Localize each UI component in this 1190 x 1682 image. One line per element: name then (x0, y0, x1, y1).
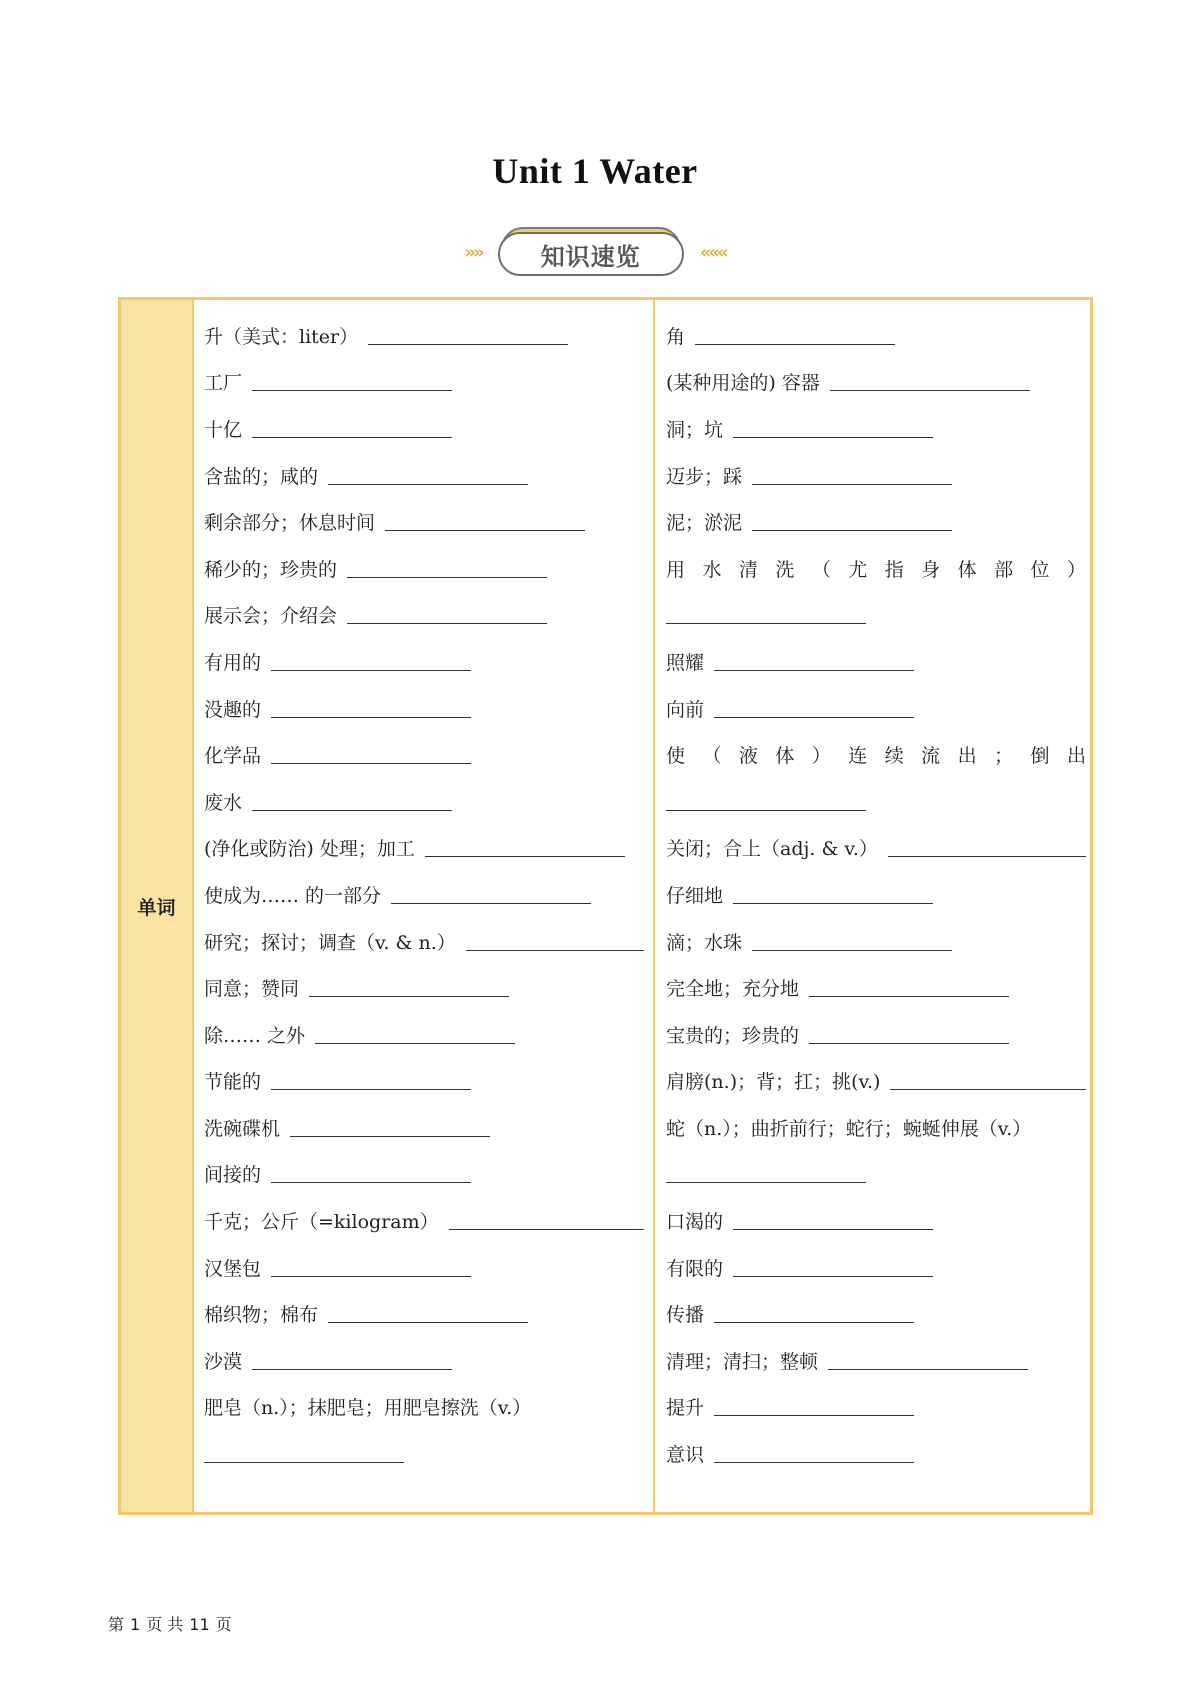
answer-blank[interactable] (271, 699, 471, 718)
section-banner (0, 224, 1190, 280)
vocab-item (666, 1384, 1086, 1431)
vocab-prompt: 工厂 (204, 372, 243, 395)
vocab-item (204, 312, 644, 359)
vocab-prompt-char: 续 (884, 745, 904, 768)
vocab-prompt: 展示会；介绍会 (204, 605, 338, 628)
vocab-item (204, 498, 644, 545)
vocab-item (204, 1290, 644, 1337)
answer-blank[interactable] (752, 466, 952, 485)
vocab-item (204, 592, 644, 639)
vocab-item (204, 1197, 644, 1244)
vocab-item-continuation (204, 1430, 644, 1477)
answer-blank[interactable] (271, 1164, 471, 1183)
answer-blank[interactable] (328, 1304, 528, 1323)
vocab-prompt: (某种用途的) 容器 (666, 372, 820, 395)
answer-blank[interactable] (733, 885, 933, 904)
vocab-item (204, 1244, 644, 1291)
vocab-prompt-char: 位 (1030, 558, 1050, 581)
vocab-prompt: 清理；清扫；整顿 (666, 1350, 819, 1373)
answer-blank[interactable] (714, 652, 914, 671)
page-number: 1 (130, 1615, 141, 1634)
vocab-prompt: 没趣的 (204, 698, 262, 721)
vocab-prompt: 化学品 (204, 745, 262, 768)
total-pages: 11 (189, 1615, 210, 1634)
vocab-prompt: 肥皂（n.）；抹肥皂；用肥皂擦洗（v.） (204, 1397, 532, 1420)
vocab-prompt: 沙漠 (204, 1350, 243, 1373)
answer-blank[interactable] (809, 978, 1009, 997)
vocab-prompt: 节能的 (204, 1071, 262, 1094)
vocab-item (666, 1244, 1086, 1291)
vocab-prompt: 棉织物；棉布 (204, 1304, 319, 1327)
vocab-item (666, 825, 1086, 872)
vocab-item (204, 545, 644, 592)
banner-pill (498, 227, 684, 277)
vocab-item (666, 1290, 1086, 1337)
answer-blank[interactable] (752, 512, 952, 531)
vocab-item (204, 685, 644, 732)
vocab-prompt-char: 出 (1066, 745, 1086, 768)
vocab-prompt-char: 液 (738, 745, 758, 768)
footer-text: 第 (108, 1615, 125, 1634)
answer-blank[interactable] (733, 419, 933, 438)
answer-blank[interactable] (714, 1444, 914, 1463)
vocab-prompt-char: （ (811, 558, 831, 581)
answer-blank[interactable] (252, 419, 452, 438)
footer-text: 页 共 (146, 1615, 184, 1634)
banner-text: 知识速览 (498, 232, 684, 276)
vocab-item (204, 918, 644, 965)
vocab-item (666, 1104, 1086, 1151)
section-label: 单词 (137, 896, 176, 919)
vocab-item (666, 359, 1086, 406)
answer-blank[interactable] (666, 1164, 866, 1183)
vocab-prompt-char: 连 (848, 745, 868, 768)
answer-blank[interactable] (695, 326, 895, 345)
footer-text: 页 (215, 1615, 232, 1634)
answer-blank[interactable] (890, 1071, 1086, 1090)
vocab-prompt: 关闭；合上（adj. & v.） (666, 838, 878, 861)
vocab-item (204, 1384, 644, 1431)
chevron-left-decoration-icon: ««« (699, 241, 726, 263)
answer-blank[interactable] (888, 838, 1086, 857)
vocab-item (204, 825, 644, 872)
section-label-cell (121, 300, 194, 1512)
vocab-prompt-char: ； (994, 745, 1014, 768)
answer-blank[interactable] (449, 1211, 644, 1230)
vocab-item (204, 778, 644, 825)
vocab-prompt: 除…… 之外 (204, 1024, 306, 1047)
answer-blank[interactable] (271, 1071, 471, 1090)
vocab-prompt: 完全地；充分地 (666, 978, 800, 1001)
vocab-prompt: 迈步；踩 (666, 465, 743, 488)
vocab-item-spread (666, 731, 1086, 778)
vocab-prompt-char: ） (811, 745, 831, 768)
vocab-prompt: 意识 (666, 1444, 705, 1467)
vocab-prompt: 有用的 (204, 651, 262, 674)
answer-blank[interactable] (347, 605, 547, 624)
vocab-prompt-char: 清 (738, 558, 758, 581)
vocab-prompt-char: 流 (921, 745, 941, 768)
answer-blank[interactable] (809, 1025, 1009, 1044)
vocab-prompt: 千克；公斤（=kilogram） (204, 1211, 439, 1234)
vocab-prompt: 剩余部分；休息时间 (204, 512, 376, 535)
answer-blank[interactable] (204, 1444, 404, 1463)
answer-blank[interactable] (328, 466, 528, 485)
vocab-prompt-char: 用 (666, 558, 686, 581)
vocab-prompt: 同意；赞同 (204, 978, 300, 1001)
vocab-item (666, 638, 1086, 685)
vocab-item (204, 964, 644, 1011)
vocab-item (204, 1011, 644, 1058)
vocab-prompt: 汉堡包 (204, 1257, 262, 1280)
answer-blank[interactable] (391, 885, 591, 904)
answer-blank[interactable] (830, 372, 1030, 391)
vocab-prompt: 提升 (666, 1397, 705, 1420)
answer-blank[interactable] (733, 1211, 933, 1230)
vocab-prompt: 有限的 (666, 1257, 724, 1280)
vocab-prompt: 废水 (204, 791, 243, 814)
vocab-item (666, 1430, 1086, 1477)
answer-blank[interactable] (368, 326, 568, 345)
vocab-prompt: 滴；水珠 (666, 931, 743, 954)
vocab-prompt: 泥；淤泥 (666, 512, 743, 535)
vocab-prompt: 使成为…… 的一部分 (204, 884, 382, 907)
vocab-item (204, 1337, 644, 1384)
vocab-prompt-char: 尤 (848, 558, 868, 581)
vocab-prompt: 十亿 (204, 418, 243, 441)
vocab-item (666, 918, 1086, 965)
vocab-item (204, 871, 644, 918)
vocab-prompt: 肩膀(n.)；背；扛；挑(v.) (666, 1071, 881, 1094)
vocab-prompt: 稀少的；珍贵的 (204, 558, 338, 581)
vocab-prompt-char: 体 (957, 558, 977, 581)
vocab-prompt-char: 部 (994, 558, 1014, 581)
vocab-item (666, 452, 1086, 499)
vocab-prompt: 角 (666, 325, 686, 348)
answer-blank[interactable] (466, 932, 644, 951)
answer-blank[interactable] (714, 1304, 914, 1323)
vocab-prompt-char: 体 (775, 745, 795, 768)
answer-blank[interactable] (666, 792, 866, 811)
answer-blank[interactable] (425, 838, 625, 857)
vocab-item (204, 452, 644, 499)
vocab-item (666, 871, 1086, 918)
vocab-item-continuation (666, 592, 1086, 639)
answer-blank[interactable] (271, 652, 471, 671)
answer-blank[interactable] (252, 792, 452, 811)
vocab-prompt-char: 洗 (775, 558, 795, 581)
answer-blank[interactable] (309, 978, 509, 997)
vocab-prompt: 升（美式：liter） (204, 325, 359, 348)
answer-blank[interactable] (252, 372, 452, 391)
column-divider (653, 300, 655, 1512)
page-footer (108, 1612, 232, 1635)
vocab-item (204, 1058, 644, 1105)
vocab-prompt-char: 出 (957, 745, 977, 768)
answer-blank[interactable] (752, 932, 952, 951)
chevron-right-decoration-icon: »» (464, 241, 482, 263)
vocab-item (666, 685, 1086, 732)
vocab-item (666, 312, 1086, 359)
vocab-item (204, 1151, 644, 1198)
answer-blank[interactable] (385, 512, 585, 531)
vocab-item-spread (666, 545, 1086, 592)
vocab-prompt-char: 水 (702, 558, 722, 581)
vocab-prompt: 照耀 (666, 651, 705, 674)
vocab-prompt: 仔细地 (666, 884, 724, 907)
vocab-prompt: 宝贵的；珍贵的 (666, 1024, 800, 1047)
vocab-item (204, 638, 644, 685)
vocab-prompt-char: 指 (884, 558, 904, 581)
vocab-prompt: (净化或防治) 处理；加工 (204, 838, 415, 861)
vocab-prompt-char: 使 (666, 745, 686, 768)
vocab-prompt: 洞；坑 (666, 418, 724, 441)
answer-blank[interactable] (271, 745, 471, 764)
left-column (204, 312, 644, 1477)
answer-blank[interactable] (271, 1258, 471, 1277)
vocab-item (666, 1058, 1086, 1105)
vocab-item (204, 731, 644, 778)
vocab-prompt: 向前 (666, 698, 705, 721)
vocab-item (666, 498, 1086, 545)
vocab-item (204, 1104, 644, 1151)
vocab-prompt-char: ） (1066, 558, 1086, 581)
answer-blank[interactable] (347, 559, 547, 578)
vocab-prompt: 间接的 (204, 1164, 262, 1187)
vocab-item (666, 405, 1086, 452)
answer-blank[interactable] (315, 1025, 515, 1044)
vocab-prompt: 蛇（n.）；曲折前行；蛇行；蜿蜒伸展（v.） (666, 1117, 1032, 1140)
answer-blank[interactable] (252, 1351, 452, 1370)
vocab-prompt-char: 倒 (1030, 745, 1050, 768)
vocab-item-continuation (666, 1151, 1086, 1198)
vocab-prompt: 研究；探讨；调查（v. & n.） (204, 931, 456, 954)
vocabulary-table (118, 297, 1093, 1515)
answer-blank[interactable] (828, 1351, 1028, 1370)
answer-blank[interactable] (290, 1118, 490, 1137)
vocab-item (666, 1197, 1086, 1244)
vocab-prompt-char: （ (702, 745, 722, 768)
vocab-item (666, 1337, 1086, 1384)
answer-blank[interactable] (733, 1258, 933, 1277)
vocab-item (666, 964, 1086, 1011)
vocab-prompt: 含盐的；咸的 (204, 465, 319, 488)
vocab-prompt: 洗碗碟机 (204, 1117, 281, 1140)
vocab-item (666, 1011, 1086, 1058)
vocab-prompt: 传播 (666, 1304, 705, 1327)
answer-blank[interactable] (666, 605, 866, 624)
vocab-item (204, 405, 644, 452)
vocab-prompt: 口渴的 (666, 1211, 724, 1234)
vocab-item-continuation (666, 778, 1086, 825)
page-title: Unit 1 Water (492, 151, 698, 191)
vocab-prompt-char: 身 (921, 558, 941, 581)
answer-blank[interactable] (714, 699, 914, 718)
right-column (666, 312, 1086, 1477)
answer-blank[interactable] (714, 1397, 914, 1416)
vocab-item (204, 359, 644, 406)
